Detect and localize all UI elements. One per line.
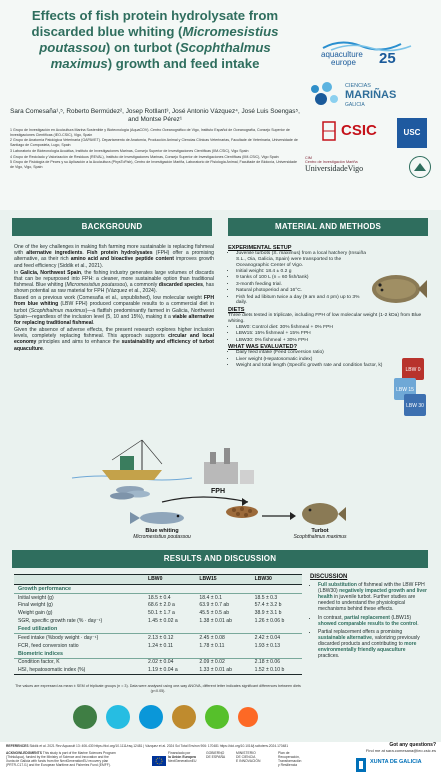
sdg-icon: [106, 705, 130, 729]
list-item: • 9 tanks of 100 L (n = 60 fish/tank): [236, 275, 368, 281]
table-group-row: Growth performance: [14, 584, 302, 593]
list-item: • Liver weight (Hepatosomatic index): [236, 357, 388, 363]
contact-email[interactable]: Find me at sara.comesana@ieo.csic.es: [365, 748, 436, 753]
list-item: • Fish fed ad libitum twice a day (9 am and 4 pm) up to 3% daily.: [236, 295, 368, 307]
eu-funding-logo: Financiado por la Unión Europea NextGenerationEU: [168, 751, 197, 763]
list-item: • Full substitution of fishmeal with the LBW FPH (LBW30) negatively impacted growth and liver health in juvenile turbot. Further studies are needed to understand the physiological mechanisms behind these effects.: [318, 582, 428, 612]
tank-label-lbw0: LBW 0: [405, 367, 421, 373]
affiliation-2: 2 Grupo de Anatomía Patológica Veterinaria (GAPAVET). Departamento de Anatomía, Producción Animal y Ciencias Clínicas Veterinarias, Facultade de Veterinaria, Universidade de Santiago de Compostela, Lugo, Spain: [10, 138, 298, 147]
fishing-boat-icon: [102, 440, 162, 480]
table-group-row: Biometric indices: [14, 649, 302, 658]
setup-list: [228, 251, 368, 306]
turbot-sci: Scophthalmus maximus: [293, 534, 347, 540]
diets-intro: Three diets tested in triplicate, including FPH of low molecular weight (1-2 kDa) from Blue whiting.: [228, 313, 422, 324]
eu-flag-icon: [152, 756, 166, 766]
list-item: • Daily feed intake (Feed conversion ratio): [236, 350, 388, 356]
turbot-icon: [368, 272, 428, 306]
background-paragraph-1: One of the key challenges in making fish farming more sustainable is replacing fishmeal with alternative ingredients. Fish protein hydrolysates (FPH) offer a promising alternative, as their rich amino acid and bioactive peptide content improves growth and feed efficiency (Siddik et al., 2021).: [14, 244, 214, 269]
section-background-header: BACKGROUND: [12, 218, 212, 236]
contact: [342, 742, 436, 753]
table-footnote: The values are expressed as mean ± SEM of triplicate groups (n = 3). Data were analysed using one-way ANOVA, different letter indicates significant differences between diets (p<0.05).: [15, 684, 301, 693]
table-header-cell: LBW0: [144, 575, 195, 585]
ministerio-logo: MINISTERIO DE CIENCIA E INNOVACIÓN: [236, 751, 261, 763]
footer: [0, 742, 441, 784]
table-row: FCR, feed conversion ratio 1.24 ± 0.11 1.78 ± 0.11 1.93 ± 0.13: [18, 642, 281, 649]
sdg-icon: [139, 705, 163, 729]
turbot-label: Turbot: [311, 528, 329, 534]
poster-title: Effects of fish protein hydrolysate from discarded blue whiting (Micromesistius poutassou) on turbot (Scophthalmus maximus) growth and feed intake: [31, 8, 279, 71]
blue-whiting-icon: [130, 512, 184, 524]
table-header-cell: LBW30: [251, 575, 302, 585]
fph-arrow: [162, 497, 248, 506]
recovery-plan-logo: Plan de Recuperación, Transformación y Resiliencia: [278, 751, 302, 767]
affiliation-4: 4 Grupo de Reciclado y Valorización de Residuos (REVAL), Instituto de Investigaciones Marinas, Consejo Superior de Investigaciones Científicas (IIM-CSIC), Vigo Spain: [10, 154, 279, 159]
uvigo-cim-logo: CIM Centro de Investigación Mariña UniversidadeVigo: [305, 156, 364, 173]
acknowledgments: ACKNOWLEDGMENTS This study is part of the Marine Sciences Program (ThinkAqua), funded by the Ministry of Science and Innovation and the Xunta de Galicia with funds from the NextGenerationEU recovery plan (PRTR-C17.I1) and the European Maritime and Fisheries Fund (EMFF).: [6, 751, 116, 767]
aquaculture-europe-logo: aquaculture europe 25: [321, 36, 421, 72]
list-item: • Juvenile turbots (S. maximus) from a local hatchery (Insuiña S.L., Oia, Galicia, Spain) were transported to the Oceanographic Center of Vigo.: [236, 251, 368, 268]
to-turbot-arrow: [262, 512, 296, 520]
authors: Sara Comesaña¹,⁵, Roberto Bermúdez², Josep Rotllant³, José Antonio Vázquez⁴, José Luis Soengas⁵, and Montse Pérez¹: [10, 108, 300, 123]
tank-label-lbw30: LBW 30: [406, 403, 424, 409]
background-paragraph-2: In Galicia, Northwest Spain, the fishing industry generates large volumes of discards that can be repurposed into FPH: a cleaner, more sustainable option than traditional fishmeal. Blue whiting (Micromesistius poutassou), a commonly discarded species, has shown potential as raw material for FPH (Vázquez et al., 2024).: [14, 269, 215, 295]
table-row: Weight gain (g) 50.1 ± 1.7 a 45.5 ± 0.5 ab 38.9 ± 3.1 b: [18, 610, 282, 617]
setup-title: EXPERIMENTAL SETUP: [228, 245, 292, 251]
section-results-header: RESULTS AND DISCUSSION: [12, 550, 428, 568]
results-table: [14, 574, 302, 675]
header: [0, 0, 441, 210]
ciencias-marinas-logo: CIENCIAS MARIÑAS GALICIA: [305, 81, 425, 111]
table-header-cell: LBW15: [195, 575, 250, 585]
methods-content: [228, 244, 428, 369]
background-text: [14, 244, 214, 353]
discussion-title: DISCUSSION: [310, 574, 348, 580]
list-item: • Partial replacement offers a promising sustainable alternative, valorizing previously discarded products and contributing to more environmentally friendly aquaculture practices.: [318, 629, 428, 659]
csic-emblem-icon: [321, 120, 337, 142]
list-item: • Weight and total length (Specific growth rate and condition factor, k): [236, 363, 388, 369]
list-item: • LBW30: 0% fishmeal + 30% FPH: [236, 338, 388, 344]
affiliation-1: 1 Grupo de Investigación en Acuicultura Marina Sostenible y Biotecnología (AquaCOV). Centro Oceanográfico de Vigo, Instituto Español de Oceanografía, Consejo Superior de Investigaciones Científicas (IEO-CSIC), Vigo, Spain: [10, 128, 290, 137]
discussion-list: [310, 582, 428, 659]
station-icon: [410, 157, 430, 177]
background-paragraph-3: Based on a previous work (Comesaña et al., unpublished), low molecular weight FPH from blue whiting (LBW FPH) produced comparable results to a commercial diet in turbot (Scophthalmus maximus)—a flatfish predominantly farmed in Galicia, Northwest Spain—regardless of the inclusion level (5, 10 and 15%), making it a viable alternative for replacing traditional fishmeal.: [14, 295, 214, 327]
list-item: • Initial weight: 18.4 ± 0.2 g: [236, 269, 368, 275]
table-row: HSI, hepatosomatic index (%) 1.19 ± 0.04 a 1.33 ± 0.01 ab 1.52 ± 0.10 b: [14, 666, 302, 674]
table-row: Condition factor, K 2.02 ± 0.04 2.09 ± 0.02 2.18 ± 0.06: [18, 659, 281, 666]
list-item: • LBW0: Control diet: 30% fishmeal + 0% FPH: [236, 325, 388, 331]
table-row: Initial weight (g) 18.5 ± 0.4 18.4 ± 0.1 18.5 ± 0.3: [18, 594, 278, 601]
table-row: SGR, specific growth rate (% · day⁻¹) 1.45 ± 0.02 a 1.38 ± 0.01 ab 1.26 ± 0.06 b: [18, 617, 285, 624]
background-paragraph-4: Given the absence of adverse effects, the present research explores higher inclusion levels, completely replacing fishmeal. This approach supports circular and local economy principles and aims to enhance the sustainability and efficiency of turbot aquaculture.: [14, 327, 214, 352]
affiliation-5: 5 Grupo de Fisiología de Peces y su Aplicación a la Acuicultura (PhysToFish), Centro de Investigación Mariña, Laboratorio de Fisiología Animal, Facultade de Bioloxía, Universidade de Vigo, Vigo, Spain: [10, 160, 298, 169]
evaluated-title: WHAT WAS EVALUATED?: [228, 344, 297, 351]
list-item: • Natural photoperiod and 16°C.: [236, 288, 368, 294]
pellets-icon: [226, 506, 258, 518]
xunta-emblem-icon: [356, 758, 366, 772]
table-header-row: [14, 575, 302, 585]
diets-title: DIETS: [228, 307, 245, 314]
table-row: Final weight (g) 68.6 ± 2.0 a 63.9 ± 0.7 ab 57.4 ± 3.2 b: [18, 602, 282, 609]
logos-panel: [301, 6, 433, 206]
list-item: • LBW15: 15% fishmeal + 15% FPH: [236, 331, 388, 337]
fish-school-icon: [307, 81, 341, 109]
gobierno-espana-logo: GOBIERNO DE ESPAÑA: [206, 751, 226, 759]
table-row: Feed intake (%body weight · day⁻¹) 2.13 ± 0.12 2.45 ± 0.08 2.42 ± 0.04: [18, 634, 281, 641]
sdg-icon: [205, 705, 229, 729]
blue-whiting-sci: Micromesistius poutassou: [133, 534, 191, 540]
list-item: • 3-month feeding trial.: [236, 282, 368, 288]
list-item: • In contrast, partial replacement (LBW15) showed comparable results to the control.: [318, 615, 428, 627]
evaluated-list: [228, 350, 388, 369]
sdg-icon: [73, 705, 97, 729]
xunta-logo: XUNTA DE GALICIA: [370, 759, 422, 765]
usc-logo: USC: [397, 118, 427, 148]
factory-icon: [204, 448, 254, 484]
contact-title: Got any questions?: [389, 742, 436, 748]
affiliation-3: 3 Laboratorio de Biotecnología Acuática, Instituto de Investigaciones Marinas, Consejo Superior de Investigaciones Científicas (IIM-CSIC), Vigo Spain: [10, 148, 249, 153]
affiliations: [10, 128, 300, 171]
sdg-icons: [70, 702, 260, 732]
discussion: [310, 574, 428, 662]
blue-whiting-label: Blue whiting: [145, 528, 179, 534]
table-header-cell: [14, 575, 144, 585]
ecimat-logo: [409, 156, 431, 178]
diets-list: [228, 325, 388, 344]
fph-label: FPH: [211, 488, 225, 495]
csic-logo: CSIC: [341, 122, 377, 139]
references: REFERENCES Siddik et al. 2021 Rev Aquacult 13: 406-430 https://doi.org/10.1111/raq.12481 | Vázquez et al. 2024 Sci Total Environ 906: 170481 https://doi.org/10.1016/j.scitotenv.2024.170481: [6, 744, 289, 748]
section-methods-header: MATERIAL AND METHODS: [228, 218, 428, 236]
turbot-diagram-icon: [302, 503, 346, 525]
sdg-icon: [238, 707, 258, 727]
process-diagram: [12, 430, 428, 545]
sdg-icon: [172, 705, 196, 729]
diet-bags-icon: [392, 356, 428, 418]
tank-label-lbw15: LBW 15: [396, 387, 414, 393]
fish-catch-icon: [110, 486, 150, 500]
table-group-row: Feed utilization: [14, 625, 302, 634]
